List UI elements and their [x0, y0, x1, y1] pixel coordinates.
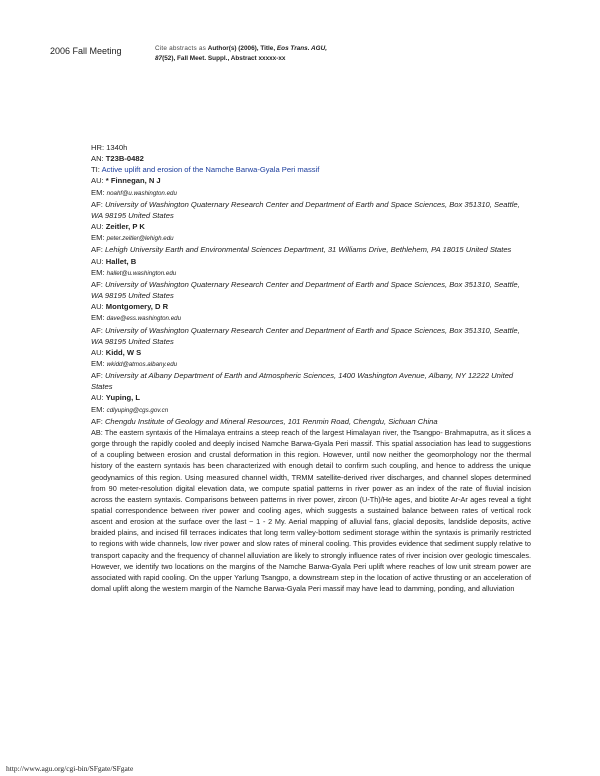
author-affiliation: University of Washington Quaternary Research Center and Department of Earth and Space Sciences, Box 351310, Seattle, WA 98195 United States: [91, 325, 520, 346]
meeting-title: 2006 Fall Meeting: [50, 46, 122, 56]
au-label: AU:: [91, 222, 104, 232]
author-name: Kidd, W S: [105, 347, 142, 357]
em-field: [91, 267, 531, 279]
ti-label: TI:: [91, 165, 100, 175]
an-field: [91, 153, 531, 164]
au-label: AU:: [91, 347, 104, 357]
em-label: EM:: [91, 358, 105, 368]
abstract-text: The eastern syntaxis of the Himalaya entrains a steep reach of the largest Himalayan river, the Tsangpo- Brahmaputra, as it slices a gorge through the rapidly cooled and deeply incised Namche Barwa-Gyala Peri massif. This spatial association has lead to suggestions of a coupling between erosion and crustal deformation in this region. However, until now neither the geomorphology nor the thermal history of the eastern syntaxis has been characterized with enough detail to confirm such coupling, and hence to address the unique geodynamics of this region. Using measured channel width, TRMM satellite-derived river discharges, and channel slopes determined from 90 meter-resolution digital elevation data, we compute spatial patterns in river power as an index of the rate of fluvial incision across the eastern syntaxis. Comparisons between patterns in river power, zircon (U-Th)/He ages, and biotite Ar-Ar ages reveal a tight spatial correspondence between river power and cooling ages, which suggests a sustained balance between rates of vertical rock ascent and erosion at the surface over the last ~ 1 - 2 My. Aerial mapping of alluvial fans, glacial deposits, landslide deposits, active braided plains, and incised fill terraces indicates that long term valley-bottom sediment storage within the syntaxis is primarily restricted to regions with wide channels, low river power and slow rates of mineral cooling. This provides evidence that sediment supply relative to transport capacity and the frequency of channel alluviation are likely to strongly influence rates of river incision over geologic timescales. However, we identify two locations on the margins of the Namche Barwa-Gyala Peri uplift where reaches of low unit stream power are associated with rapid cooling. On the upper Yarlung Tsangpo, a downstream step in the location of active thrusting or an acceleration of domal uplift along the western margin of the Namche Barwa-Gyala Peri massif may have lead to damming, ponding, and alluviation: [91, 427, 531, 594]
au-field: [91, 221, 531, 232]
em-label: EM:: [91, 404, 105, 414]
au-label: AU:: [91, 393, 104, 403]
an-value: T23B-0482: [105, 154, 144, 164]
cite-journal: Eos Trans. AGU,: [276, 45, 327, 52]
an-label: AN:: [91, 154, 104, 164]
af-field: [91, 416, 531, 427]
footer-url: http://www.agu.org/cgi-bin/SFgate/SFgate: [6, 764, 134, 773]
cite-line1: Author(s) (2006), Title,: [207, 45, 276, 52]
af-field: [91, 370, 531, 392]
author-name: Montgomery, D R: [105, 302, 169, 312]
abstract-record: [91, 142, 531, 594]
au-field: [91, 175, 531, 186]
em-label: EM:: [91, 187, 105, 197]
author-affiliation: University at Albany Department of Earth and Atmospheric Sciences, 1400 Washington Avenue, Albany, NY 12222 United States: [91, 371, 514, 392]
au-label: AU:: [91, 302, 104, 312]
ti-field: [91, 164, 531, 175]
author-email: hallet@u.washington.edu: [106, 269, 177, 277]
em-field: [91, 187, 531, 199]
author-email: cdlyuping@cgs.gov.cn: [106, 406, 169, 414]
au-field: [91, 301, 531, 312]
af-field: [91, 199, 531, 221]
cite-volume: 87: [155, 55, 163, 62]
au-label: AU:: [91, 176, 104, 186]
title-link[interactable]: Active uplift and erosion of the Namche Barwa-Gyala Peri massif: [101, 165, 320, 175]
au-field: [91, 256, 531, 267]
au-label: AU:: [91, 256, 104, 266]
hr-field: HR: 1340h: [91, 143, 128, 152]
author-name: * Finnegan, N J: [105, 176, 161, 186]
em-field: [91, 232, 531, 244]
author-email: peter.zeitler@lehigh.edu: [106, 235, 174, 243]
ab-label: AB:: [91, 427, 103, 437]
af-label: AF:: [91, 279, 103, 289]
au-field: [91, 347, 531, 358]
author-name: Hallet, B: [105, 256, 137, 266]
em-field: [91, 358, 531, 370]
author-affiliation: University of Washington Quaternary Research Center and Department of Earth and Space Sciences, Box 351310, Seattle, WA 98195 United States: [91, 199, 520, 220]
author-email: noahf@u.washington.edu: [106, 189, 177, 197]
af-label: AF:: [91, 416, 103, 426]
af-field: [91, 244, 531, 255]
af-field: [91, 325, 531, 347]
af-field: [91, 279, 531, 301]
author-affiliation: Chengdu Institute of Geology and Mineral Resources, 101 Renmin Road, Chengdu, Sichuan China: [104, 416, 438, 426]
author-affiliation: Lehigh University Earth and Environmental Sciences Department, 31 Williams Drive, Bethlehem, PA 18015 United States: [104, 245, 512, 255]
author-name: Yuping, L: [105, 393, 140, 403]
af-label: AF:: [91, 325, 103, 335]
af-label: AF:: [91, 245, 103, 255]
em-label: EM:: [91, 313, 105, 323]
citation-instruction: [155, 44, 375, 64]
author-affiliation: University of Washington Quaternary Research Center and Department of Earth and Space Sciences, Box 351310, Seattle, WA 98195 United States: [91, 279, 520, 301]
author-email: dave@ess.washington.edu: [106, 315, 182, 323]
author-email: wkidd@atmos.albany.edu: [106, 360, 178, 368]
em-label: EM:: [91, 267, 105, 277]
af-label: AF:: [91, 199, 103, 209]
em-field: [91, 312, 531, 324]
au-field: [91, 392, 531, 403]
em-field: [91, 404, 531, 416]
cite-label: Cite abstracts as: [155, 45, 206, 52]
author-name: Zeitler, P K: [105, 222, 145, 232]
cite-line2: (52), Fall Meet. Suppl., Abstract xxxxx-xx: [162, 55, 286, 62]
af-label: AF:: [91, 371, 103, 381]
em-label: EM:: [91, 233, 105, 243]
abstract-body: [91, 427, 531, 594]
